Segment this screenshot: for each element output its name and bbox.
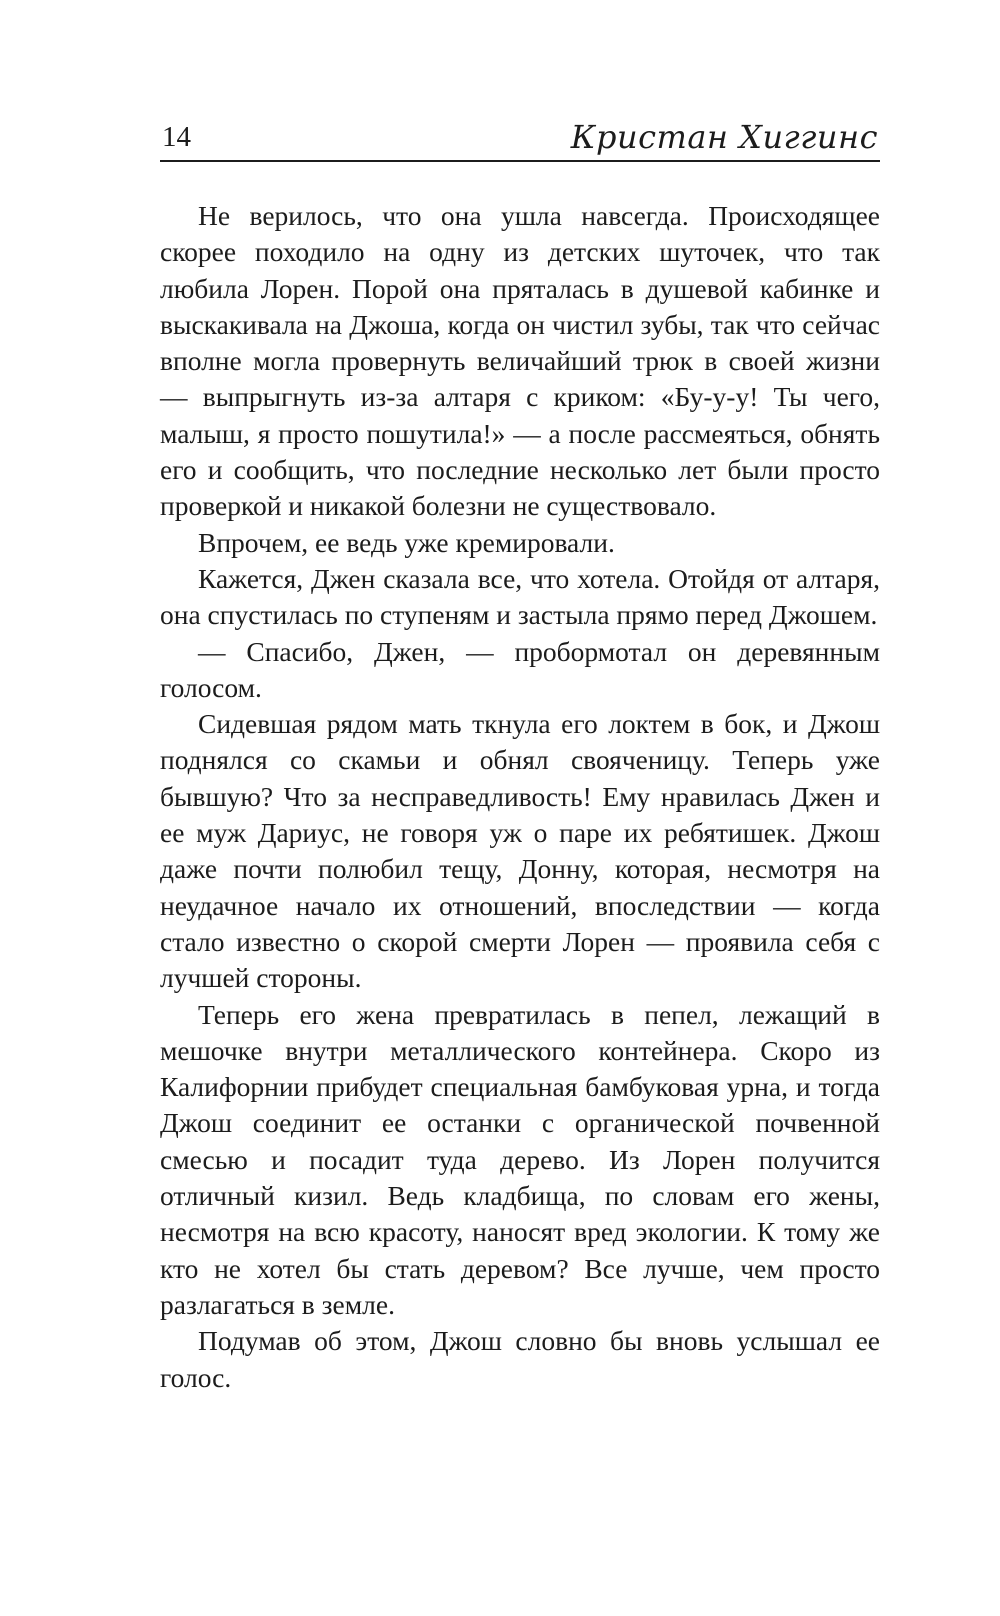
running-header (160, 108, 880, 162)
paragraph: — Спасибо, Джен, — пробормотал он деревянным голосом. (160, 635, 880, 703)
page-number: 14 (162, 121, 191, 153)
author-name: Кристан Хиггинс (570, 118, 878, 156)
paragraph: Не верилось, что она ушла навсегда. Происходящее скорее походило на одну из детских шуточек, что так любила Лорен. Порой она пряталась в душевой кабинке и выскакивала на Джоша, когда он чистил зубы, так что сейчас вполне могла провернуть величайший трюк в своей жизни — выпрыгнуть из-за алтаря с криком: «Бу-у-у! Ты чего, малыш, я просто пошутила!» — а после рассмеяться, обнять его и сообщить, что последние несколько лет были просто проверкой и никакой болезни не существовало. (160, 200, 880, 522)
paragraph: Теперь его жена превратилась в пепел, лежащий в мешочке внутри металлического контейнера. Скоро из Калифорнии прибудет специальная бамбуковая урна, и тогда Джош соединит ее останки с органической почвенной смесью и посадит туда дерево. Из Лорен получится отличный кизил. Ведь кладбища, по словам его жены, несмотря на всю красоту, наносят вред экологии. К тому же кто не хотел бы стать деревом? Все лучше, чем просто разлагаться в земле. (160, 998, 880, 1320)
paragraph: Впрочем, ее ведь уже кремировали. (198, 526, 615, 558)
paragraph: Подумав об этом, Джош словно бы вновь услышал ее голос. (160, 1325, 880, 1393)
paragraph: Сидевшая рядом мать ткнула его локтем в бок, и Джош поднялся со скамьи и обнял свояченицу. Теперь уже бывшую? Что за несправедливость! Ему нравилась Джен и ее муж Дариус, не говоря уж о паре их ребятишек. Джош даже почти полюбил тещу, Донну, которая, несмотря на неудачное начало их отношений, впоследствии — когда стало известно о скорой смерти Лорен — проявила себя с лучшей стороны. (160, 708, 880, 994)
body-text (160, 198, 880, 1396)
paragraph: Кажется, Джен сказала все, что хотела. Отойдя от алтаря, она спустилась по ступеням и застыла прямо перед Джошем. (160, 562, 880, 631)
